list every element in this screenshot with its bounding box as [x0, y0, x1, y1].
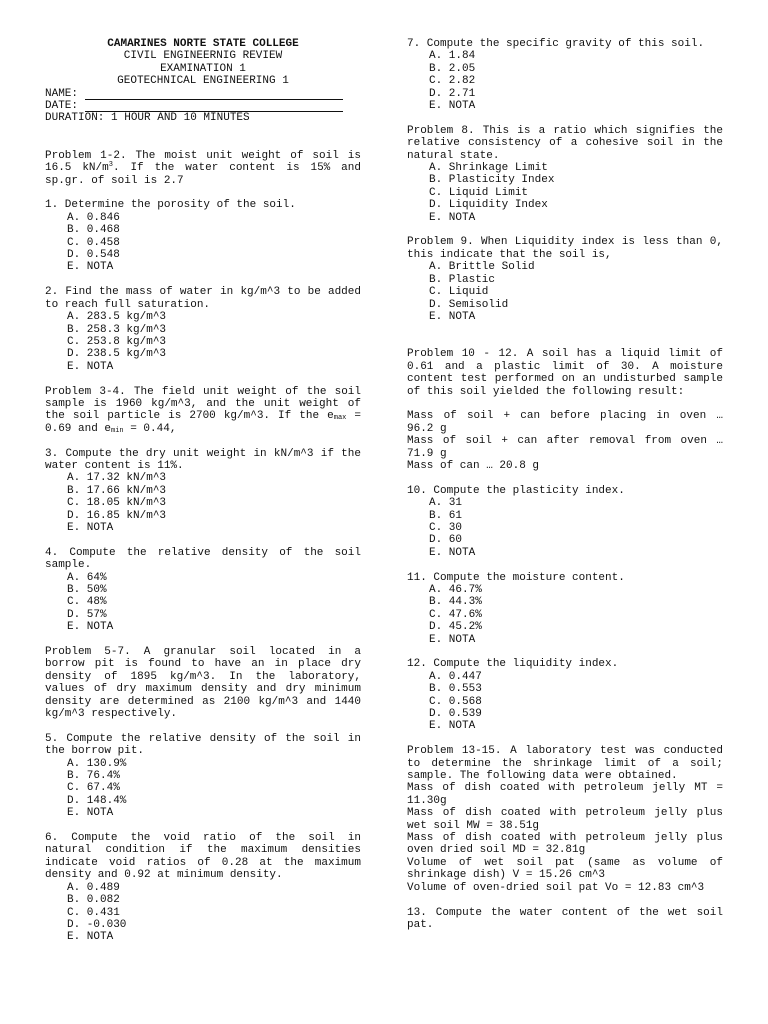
choice[interactable]: B. 0.553 — [429, 683, 482, 696]
question-12-choices — [407, 671, 723, 733]
problem-10-12-intro: Problem 10 - 12. A soil has a liquid limit of 0.61 and a plastic limit of 30. A moisture content test performed on an undisturbed sample of this soil yielded the following result: — [407, 348, 723, 398]
question-4-stem: 4. Compute the relative density of the soil sample. — [45, 546, 361, 572]
choice[interactable]: C. Liquid Limit — [429, 186, 529, 199]
question-2-stem: 2. Find the mass of water in kg/m^3 to be added to reach full saturation. — [45, 286, 361, 311]
choice[interactable]: B. Plastic — [429, 273, 496, 286]
choice[interactable]: B. 44.3% — [429, 596, 482, 609]
question-10-stem: 10. Compute the plasticity index. — [407, 484, 625, 497]
question-13-stem: 13. Compute the water content of the wet soil pat. — [407, 906, 723, 931]
choice[interactable]: B. Plasticity Index — [429, 174, 555, 187]
choice[interactable]: C. Liquid — [429, 286, 489, 299]
choice[interactable]: E. NOTA — [67, 807, 114, 820]
date-label: DATE: — [45, 100, 79, 113]
choice[interactable]: A. 17.32 kN/m^3 — [67, 472, 167, 485]
choice[interactable]: B. 17.66 kN/m^3 — [67, 484, 167, 497]
question-6-choices — [45, 882, 361, 944]
choice[interactable]: B. 50% — [67, 583, 107, 596]
choice[interactable]: D. 0.548 — [67, 249, 120, 262]
question-11-choices — [407, 584, 723, 646]
choice[interactable]: E. NOTA — [67, 521, 114, 534]
date-field[interactable] — [45, 100, 361, 112]
right-column — [407, 38, 723, 931]
name-label: NAME: — [45, 87, 79, 100]
problem-3-4-intro: Problem 3-4. The field unit weight of the soil sample is 1960 kg/m^3, and the unit weight of the soil particle is 2700 kg/m^3. If the $e_{max} = 0.69$ and $e_{min} = 0.44$, — [45, 385, 361, 435]
question-9-choices — [407, 261, 723, 323]
problem-5-7-intro: Problem 5-7. A granular soil located in a borrow pit is found to have an in place dry density of 1895 kg/m^3. In the laboratory, values of dry maximum density and dry minimum density are determined as 2100 kg/m^3 and 1440 kg/m^3 respectively. — [45, 646, 361, 721]
choice[interactable]: E. NOTA — [429, 633, 476, 646]
choice[interactable]: E. NOTA — [67, 621, 114, 634]
question-1-choices — [45, 212, 361, 274]
choice[interactable]: A. 31 — [429, 497, 463, 510]
choice[interactable]: A. 0.846 — [67, 211, 120, 224]
question-8-choices — [407, 162, 723, 224]
choice[interactable]: D. Liquidity Index — [429, 199, 548, 212]
choice[interactable]: B. 0.082 — [67, 894, 120, 907]
choice[interactable]: E. NOTA — [429, 310, 476, 323]
problem-13-data-1: Mass of dish coated with petroleum jelly MT = 11.30g — [407, 782, 723, 807]
question-2-choices — [45, 311, 361, 373]
problem-10-data-1: Mass of soil + can before placing in oven … 96.2 g — [407, 410, 723, 435]
question-7-choices — [407, 50, 723, 112]
question-4-choices — [45, 572, 361, 634]
left-column — [45, 38, 361, 944]
choice[interactable]: C. 2.82 — [429, 75, 476, 88]
choice[interactable]: C. 0.568 — [429, 695, 482, 708]
problem-10-data-2: Mass of soil + can after removal from oven … 71.9 g — [407, 435, 723, 460]
choice[interactable]: E. NOTA — [429, 211, 476, 224]
duration-line: DURATION: 1 HOUR AND 10 MINUTES — [45, 112, 250, 125]
question-12-stem: 12. Compute the liquidity index. — [407, 658, 619, 671]
subject-title: GEOTECHNICAL ENGINEERING 1 — [117, 75, 289, 88]
name-field[interactable] — [45, 88, 361, 100]
problem-9-stem: Problem 9. When Liquidity index is less than 0, this indicate that the soil is, — [407, 236, 723, 261]
choice[interactable]: B. 258.3 kg/m^3 — [67, 323, 167, 336]
question-11-stem: 11. Compute the moisture content. — [407, 571, 625, 584]
choice[interactable]: D. -0.030 — [67, 918, 127, 931]
choice[interactable]: D. 57% — [67, 608, 107, 621]
exam-title: EXAMINATION 1 — [160, 62, 246, 75]
choice[interactable]: C. 67.4% — [67, 782, 120, 795]
choice[interactable]: C. 0.458 — [67, 236, 120, 249]
problem-13-15-intro: Problem 13-15. A laboratory test was conducted to determine the shrinkage limit of a soil; sample. The following data were obtained. — [407, 745, 723, 783]
problem-10-data-3: Mass of can … 20.8 g — [407, 459, 540, 472]
choice[interactable]: E. NOTA — [429, 720, 476, 733]
choice[interactable]: D. 45.2% — [429, 621, 482, 634]
choice[interactable]: D. Semisolid — [429, 298, 509, 311]
choice[interactable]: A. 64% — [67, 571, 107, 584]
question-3-choices — [45, 472, 361, 534]
choice[interactable]: C. 30 — [429, 521, 463, 534]
problem-8-stem: Problem 8. This is a ratio which signifies the relative consistency of a cohesive soil in the natural state. — [407, 124, 723, 162]
choice[interactable]: D. 60 — [429, 534, 463, 547]
question-5-choices — [45, 758, 361, 820]
question-5-stem: 5. Compute the relative density of the soil in the borrow pit. — [45, 732, 361, 758]
problem-13-data-4: Volume of wet soil pat (same as volume of shrinkage dish) V = 15.26 cm^3 — [407, 856, 723, 882]
date-blank[interactable] — [85, 102, 343, 112]
choice[interactable]: A. 130.9% — [67, 757, 127, 770]
choice[interactable]: A. Shrinkage Limit — [429, 162, 548, 175]
choice[interactable]: C. 48% — [67, 596, 107, 609]
choice[interactable]: E. NOTA — [67, 360, 114, 373]
problem-1-2-intro: Problem 1-2. The moist unit weight of soil is 16.5 $kN/m^3$. If the water content is 15% and sp.gr. of soil is 2.7 — [45, 149, 361, 187]
choice[interactable]: E. NOTA — [429, 546, 476, 559]
school-name: CAMARINES NORTE STATE COLLEGE — [107, 38, 299, 50]
choice[interactable]: A. 1.84 — [429, 50, 476, 63]
choice[interactable]: E. NOTA — [429, 100, 476, 113]
choice[interactable]: D. 238.5 kg/m^3 — [67, 348, 167, 361]
choice[interactable]: A. Brittle Solid — [429, 261, 535, 274]
choice[interactable]: A. 0.489 — [67, 881, 120, 894]
choice[interactable]: C. 0.431 — [67, 906, 120, 919]
choice[interactable]: A. 46.7% — [429, 583, 482, 596]
choice[interactable]: C. 253.8 kg/m^3 — [67, 335, 167, 348]
question-1-stem: 1. Determine the porosity of the soil. — [45, 199, 296, 212]
choice[interactable]: B. 2.05 — [429, 62, 476, 75]
question-6-stem: 6. Compute the void ratio of the soil in natural condition if the maximum densities indicate void ratios of 0.28 at the maximum density and 0.92 at minimum density. — [45, 832, 361, 882]
choice[interactable]: B. 61 — [429, 509, 463, 522]
problem-13-data-2: Mass of dish coated with petroleum jelly plus wet soil MW = 38.51g — [407, 807, 723, 832]
choice[interactable]: E. NOTA — [67, 261, 114, 274]
choice[interactable]: D. 16.85 kN/m^3 — [67, 509, 167, 522]
choice[interactable]: A. 0.447 — [429, 670, 482, 683]
question-7-stem: 7. Compute the specific gravity of this soil. — [407, 38, 705, 50]
question-3-stem: 3. Compute the dry unit weight in kN/m^3 if the water content is 11%. — [45, 447, 361, 472]
review-title: CIVIL ENGINEERNIG REVIEW — [123, 50, 283, 63]
question-10-choices — [407, 497, 723, 559]
choice[interactable]: B. 0.468 — [67, 224, 120, 237]
choice[interactable]: D. 148.4% — [67, 794, 127, 807]
choice[interactable]: C. 18.05 kN/m^3 — [67, 497, 167, 510]
problem-13-data-5: Volume of oven-dried soil pat Vo = 12.83 cm^3 — [407, 881, 705, 894]
name-blank[interactable] — [85, 90, 343, 100]
problem-13-data-3: Mass of dish coated with petroleum jelly plus oven dried soil MD = 32.81g — [407, 832, 723, 857]
choice[interactable]: B. 76.4% — [67, 770, 120, 783]
choice[interactable]: E. NOTA — [67, 931, 114, 944]
choice[interactable]: C. 47.6% — [429, 608, 482, 621]
choice[interactable]: D. 2.71 — [429, 87, 476, 100]
choice[interactable]: D. 0.539 — [429, 708, 482, 721]
choice[interactable]: A. 283.5 kg/m^3 — [67, 311, 167, 324]
